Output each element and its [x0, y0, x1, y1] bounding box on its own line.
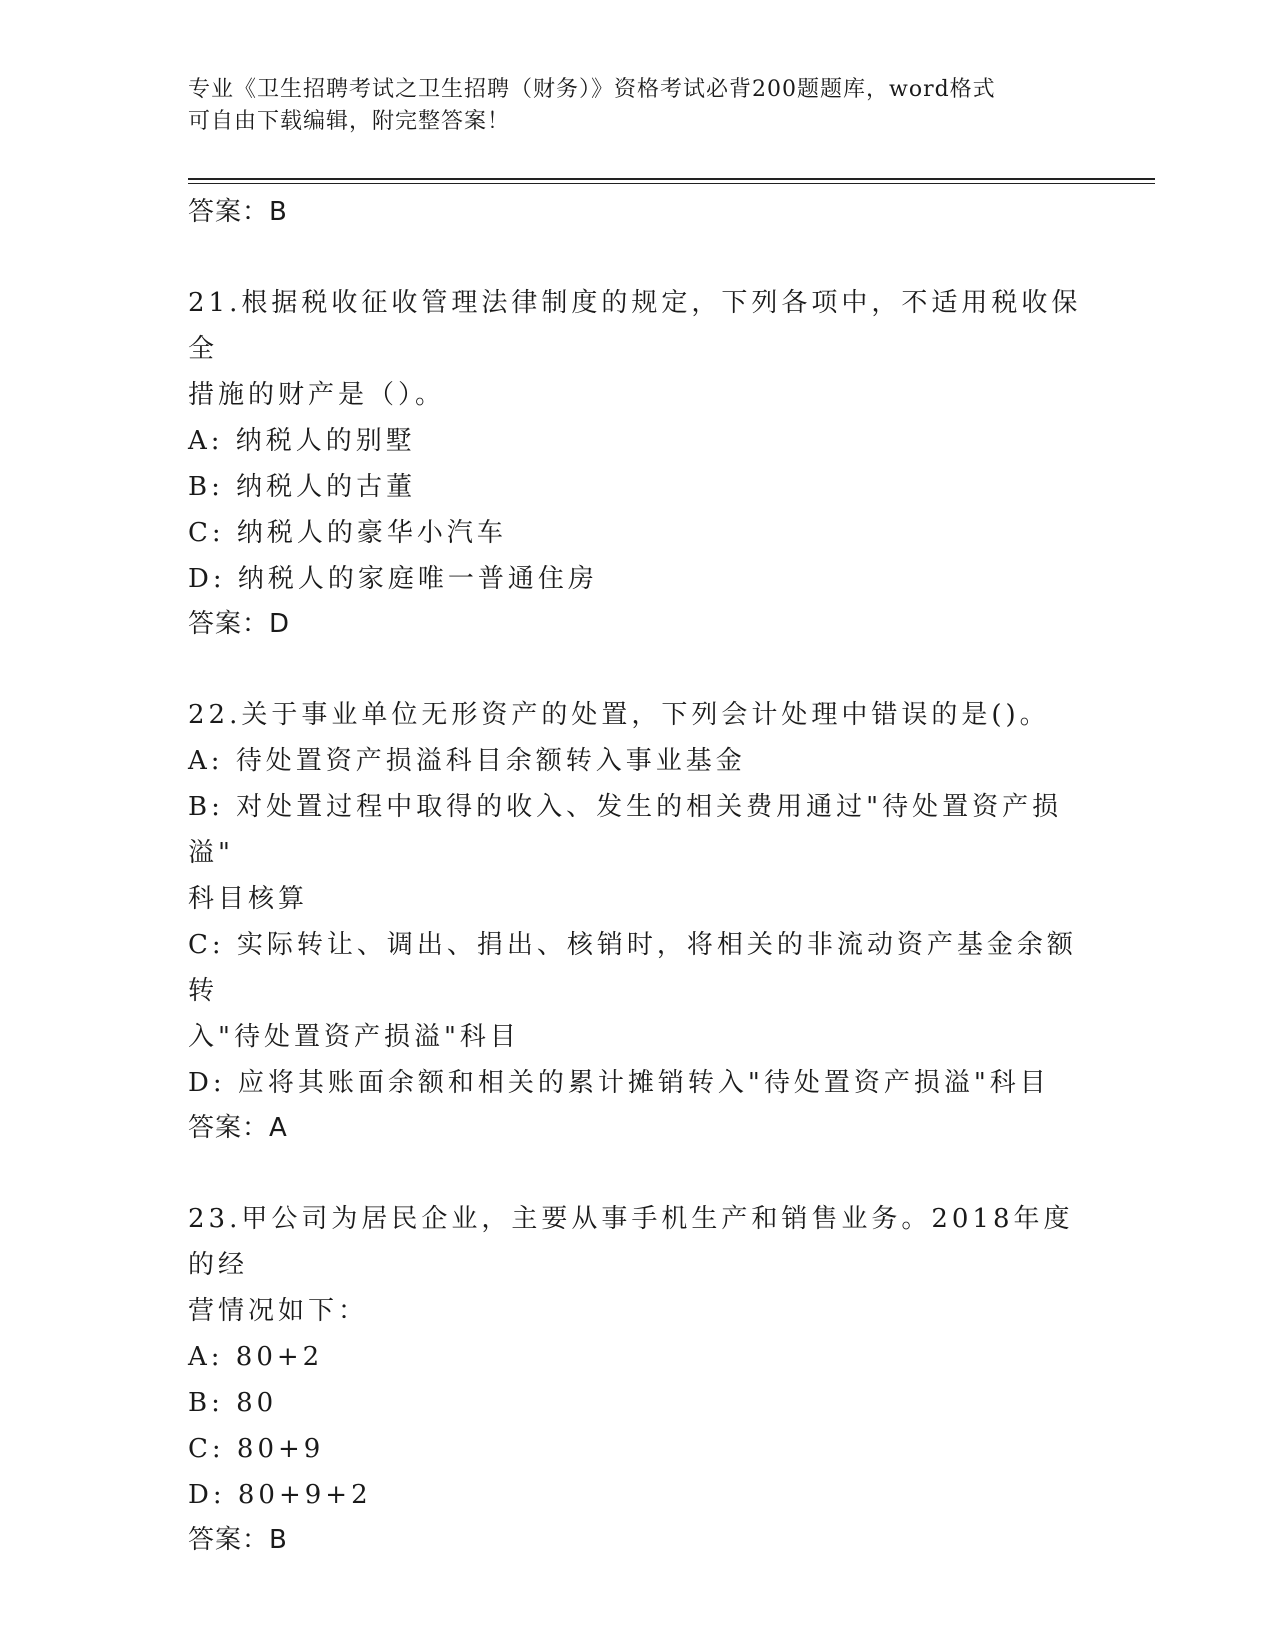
spacer	[188, 646, 1088, 692]
question-stem-line: 22.关于事业单位无形资产的处置，下列会计处理中错误的是()。	[188, 700, 1050, 730]
option-a: A: 80+2	[188, 1342, 324, 1372]
option-a: A: 纳税人的别墅	[188, 426, 416, 456]
spacer	[188, 1150, 1088, 1196]
option-c: C: 实际转让、调出、捐出、核销时，将相关的非流动资产基金余额转	[188, 930, 1077, 1006]
option-b: B: 对处置过程中取得的收入、发生的相关费用通过"待处置资产损溢"	[188, 792, 1063, 868]
question-23	[188, 1196, 1088, 1562]
option-d: D: 80+9+2	[188, 1480, 372, 1510]
previous-answer: 答案：B	[188, 197, 288, 227]
option-b: B: 80	[188, 1388, 278, 1418]
option-b: B: 纳税人的古董	[188, 472, 417, 502]
question-stem-line: 措施的财产是（）。	[188, 380, 446, 410]
header-line-2: 可自由下载编辑，附完整答案！	[188, 109, 511, 134]
question-stem-line: 23.甲公司为居民企业，主要从事手机生产和销售业务。2018年度的经	[188, 1204, 1074, 1280]
option-a: A: 待处置资产损溢科目余额转入事业基金	[188, 746, 746, 776]
option-c: C: 80+9	[188, 1434, 325, 1464]
option-b-continued: 科目核算	[188, 884, 309, 914]
question-answer: 答案：B	[188, 1525, 288, 1555]
spacer	[188, 234, 1088, 280]
question-21	[188, 280, 1088, 646]
question-stem-line: 21.根据税收征收管理法律制度的规定，下列各项中，不适用税收保全	[188, 288, 1082, 364]
question-22	[188, 692, 1088, 1150]
header-line-1: 专业《卫生招聘考试之卫生招聘（财务）》资格考试必背200题题库，word格式	[188, 77, 996, 102]
option-d: D: 纳税人的家庭唯一普通住房	[188, 564, 598, 594]
question-answer: 答案：A	[188, 1113, 288, 1143]
page-header	[188, 74, 1068, 138]
option-c: C: 纳税人的豪华小汽车	[188, 518, 507, 548]
question-answer: 答案：D	[188, 609, 291, 639]
option-c-continued: 入"待处置资产损溢"科目	[188, 1022, 520, 1052]
document-body	[188, 190, 1088, 1562]
header-rule-thin	[188, 183, 1155, 184]
option-d: D: 应将其账面余额和相关的累计摊销转入"待处置资产损溢"科目	[188, 1068, 1050, 1098]
header-rule-thick	[188, 178, 1155, 180]
question-stem-line: 营情况如下：	[188, 1296, 369, 1326]
